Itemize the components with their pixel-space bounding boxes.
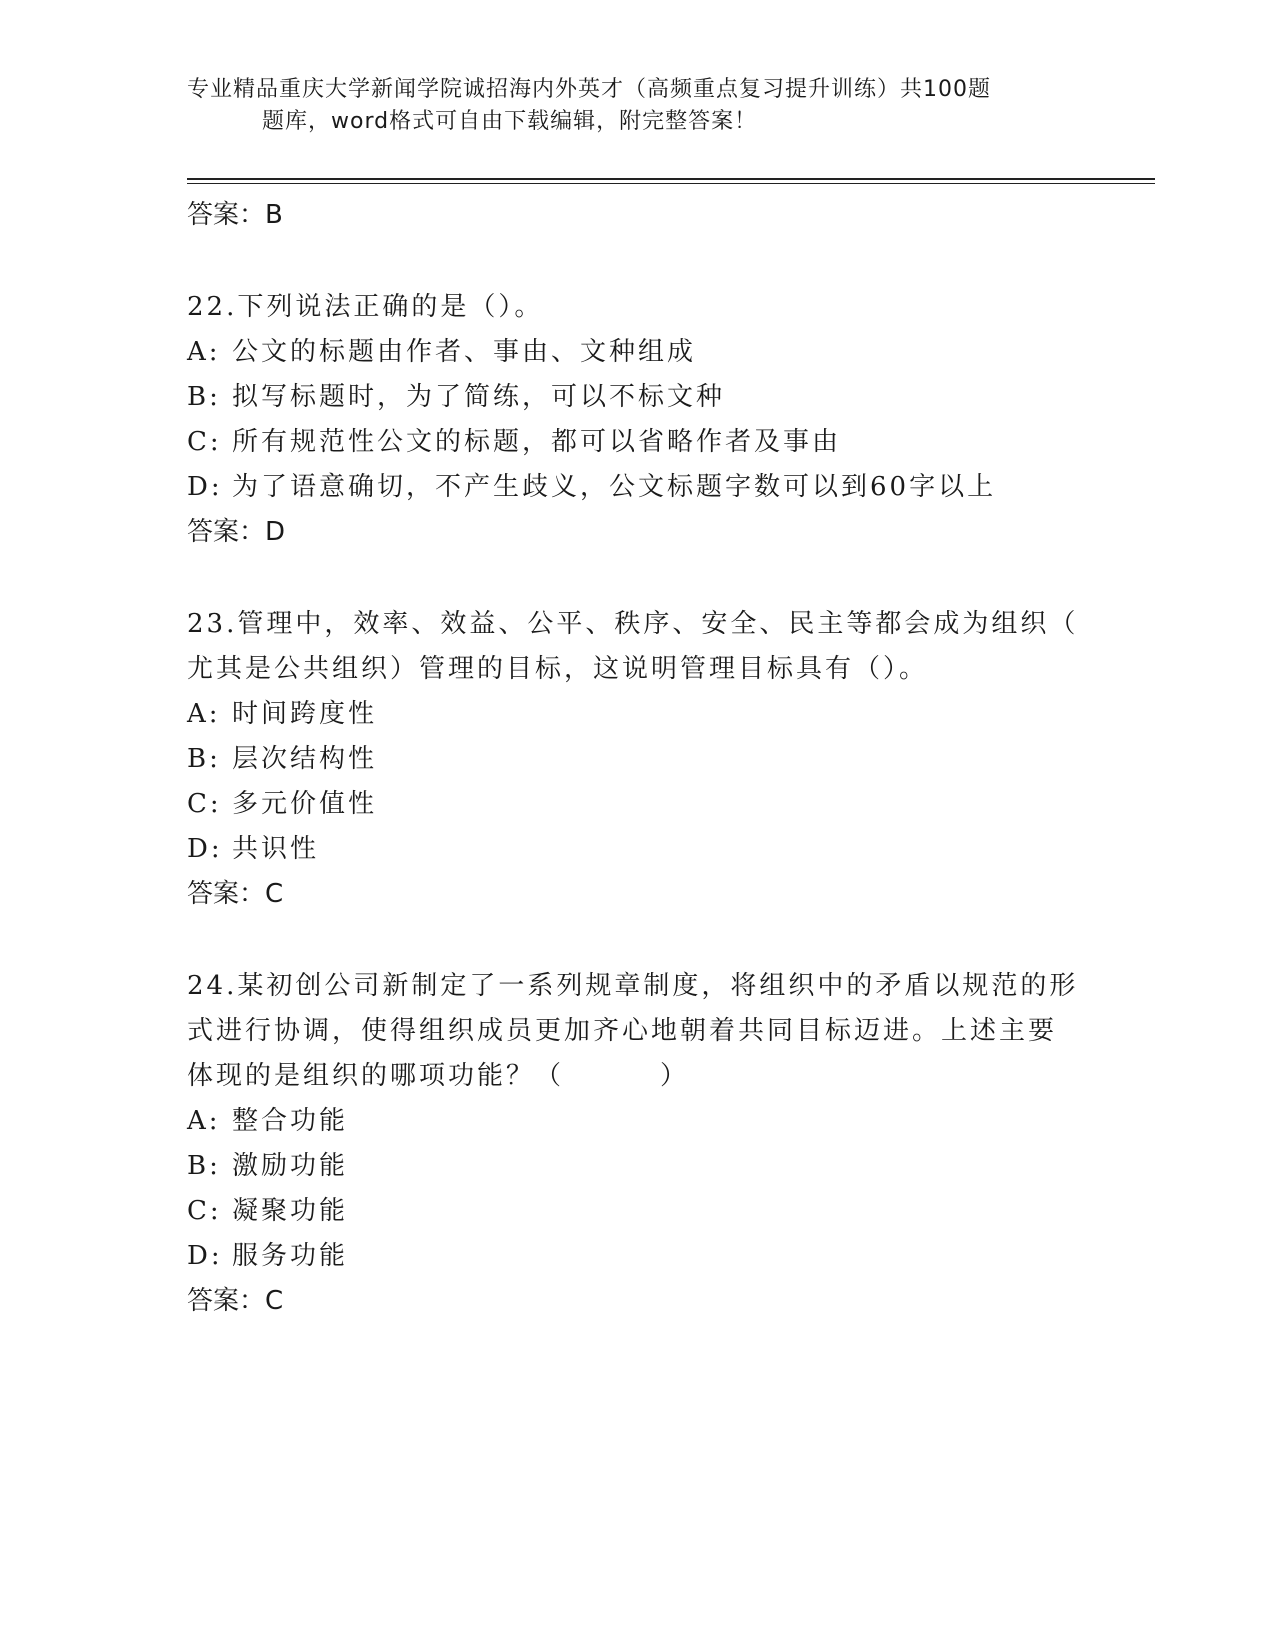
option-text: 激励功能: [232, 1151, 349, 1181]
option-text: 拟写标题时，为了简练，可以不标文种: [232, 382, 726, 412]
option-text: 所有规范性公文的标题，都可以省略作者及事由: [232, 427, 842, 457]
question-block: [187, 602, 1087, 916]
option-text: 多元价值性: [232, 789, 378, 819]
question-block: [187, 285, 1087, 554]
spacer: [187, 916, 1087, 964]
option-text: 公文的标题由作者、事由、文种组成: [232, 337, 697, 367]
option-letter: B:: [187, 744, 221, 774]
header-divider-thin: [187, 183, 1155, 184]
option-letter: D:: [187, 834, 223, 864]
option-text: 层次结构性: [232, 744, 378, 774]
option-letter: A:: [187, 337, 221, 367]
option-text: 为了语意确切，不产生歧义，公文标题字数可以到60字以上: [232, 472, 997, 502]
answer-line: 答案：C: [187, 1286, 284, 1316]
option-letter: B:: [187, 1151, 221, 1181]
document-body: [187, 193, 1087, 1323]
question-stem-continued: 式进行协调，使得组织成员更加齐心地朝着共同目标迈进。上述主要: [187, 1016, 1058, 1046]
option-letter: D:: [187, 1241, 223, 1271]
option-a: [187, 1099, 1087, 1144]
option-letter: B:: [187, 382, 221, 412]
option-d: [187, 1234, 1087, 1279]
option-text: 时间跨度性: [232, 699, 378, 729]
answer-line: 答案：C: [187, 879, 284, 909]
option-c: [187, 1189, 1087, 1234]
option-c: [187, 782, 1087, 827]
closing-paren: ）: [660, 1061, 690, 1091]
option-text: 凝聚功能: [232, 1196, 349, 1226]
question-stem-continued: [187, 1054, 1087, 1099]
option-text: 整合功能: [232, 1106, 349, 1136]
option-a: [187, 692, 1087, 737]
option-letter: A:: [187, 1106, 221, 1136]
option-c: [187, 420, 1087, 465]
question-stem: 24.某初创公司新制定了一系列规章制度，将组织中的矛盾以规范的形: [187, 971, 1079, 1001]
option-letter: C:: [187, 1196, 222, 1226]
option-b: [187, 1144, 1087, 1189]
document-header: [187, 74, 1087, 138]
option-text: 服务功能: [232, 1241, 349, 1271]
question-stem: 22.下列说法正确的是（）。: [187, 292, 544, 322]
option-letter: D:: [187, 472, 223, 502]
header-divider-thick: [187, 178, 1155, 180]
option-d: [187, 465, 1087, 510]
option-a: [187, 330, 1087, 375]
option-letter: C:: [187, 789, 222, 819]
option-letter: C:: [187, 427, 222, 457]
option-text: 共识性: [232, 834, 320, 864]
question-stem-continued: 尤其是公共组织）管理的目标，这说明管理目标具有（）。: [187, 654, 929, 684]
question-block: [187, 964, 1087, 1323]
question-stem-text: 体现的是组织的哪项功能？（: [187, 1061, 565, 1091]
option-b: [187, 375, 1087, 420]
question-stem: 23.管理中，效率、效益、公平、秩序、安全、民主等都会成为组织（: [187, 609, 1079, 639]
answer-line: 答案：B: [187, 200, 283, 230]
option-letter: A:: [187, 699, 221, 729]
spacer: [187, 554, 1087, 602]
header-title-line-2: 题库，word格式可自由下载编辑，附完整答案！: [262, 109, 758, 134]
option-b: [187, 737, 1087, 782]
answer-line: 答案：D: [187, 517, 286, 547]
header-title-line-1: 专业精品重庆大学新闻学院诚招海内外英才（高频重点复习提升训练）共100题: [187, 77, 991, 102]
option-d: [187, 827, 1087, 872]
spacer: [187, 237, 1087, 285]
